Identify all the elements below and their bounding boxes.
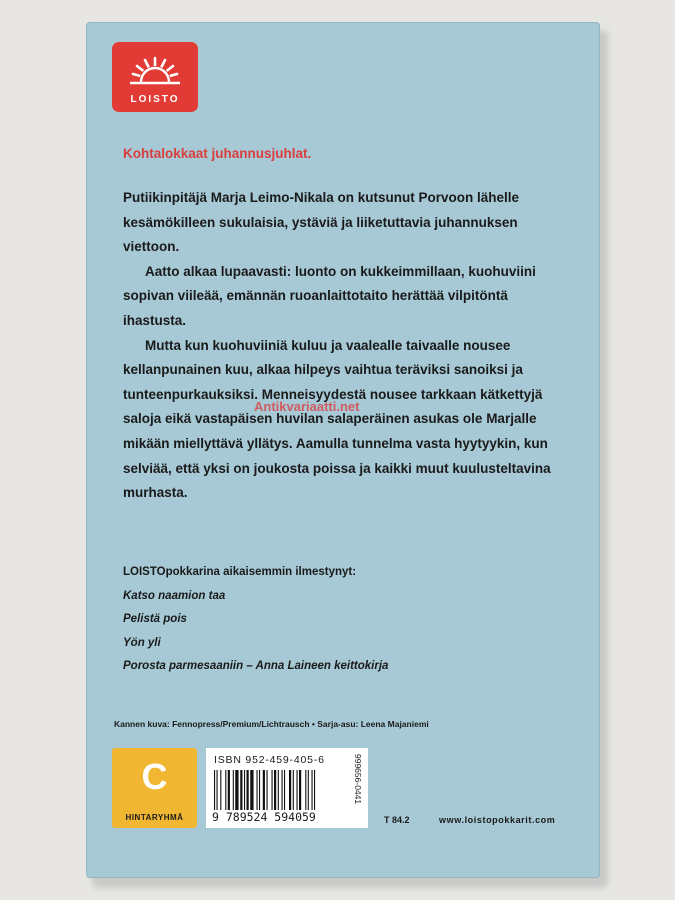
blurb-paragraph-2: Aatto alkaa lupaavasti: luonto on kukkeimmillaan, kuohuviini sopivan viileää, emännän ruoanlaittotaito herättää vilpitöntä ihastusta. <box>123 263 536 328</box>
series-title: Yön yli <box>123 636 161 649</box>
price-group-letter: C <box>141 756 168 797</box>
blurb-paragraph-3: Mutta kun kuohuviiniä kuluu ja vaalealle taivaalle nousee kellanpunainen kuu, alkaa hilpeys vaihtua teräviksi sanoiksi ja tunteenpurkauksiksi. Menneisyydestä nousee tarkkaan kätkettyjä saloja eikä vastapäisen huvilan salaperäinen asukas ole Marjalle mikään miellyttävä yllätys. Aamulla tunnelma vasta hyytyykin, kun selviää, että yksi on joukosta poissa ja kaikki muut kuulusteltavina murhasta. <box>123 337 551 501</box>
barcode-panel <box>206 748 368 828</box>
loisto-logo <box>112 42 198 112</box>
classification-code: T 84.2 <box>384 815 410 825</box>
headline: Kohtalokkaat juhannusjuhlat. <box>123 146 312 161</box>
series-title: Pelistä pois <box>123 613 187 625</box>
ean-addon-number: 999656-0441 <box>353 754 363 805</box>
cover-credits: Kannen kuva: Fennopress/Premium/Lichtrausch • Sarja-asu: Leena Majaniemi <box>114 719 429 729</box>
series-list <box>123 561 388 679</box>
watermark: Antikvariaatti.net <box>254 399 360 414</box>
series-title: Porosta parmesaaniin – Anna Laineen keittokirja <box>123 660 389 672</box>
ean-number: 9 789524 594059 <box>212 810 316 824</box>
isbn-text: ISBN 952-459-405-6 <box>214 754 325 766</box>
logo-text: LOISTO <box>130 94 180 105</box>
blurb <box>123 186 563 506</box>
barcode-icon <box>214 770 350 810</box>
price-group-label: HINTARYHMÄ <box>125 813 184 822</box>
website-link[interactable]: www.loistopokkarit.com <box>439 815 556 825</box>
price-group-badge <box>112 748 197 828</box>
series-heading: LOISTOpokkarina aikaisemmin ilmestynyt: <box>123 566 357 578</box>
series-title: Katso naamion taa <box>123 589 226 602</box>
blurb-paragraph-1: Putiikinpitäjä Marja Leimo-Nikala on kutsunut Porvoon lähelle kesämökilleen sukulaisia, ystäviä ja liiketuttavia juhannuksen viettoon. <box>123 190 520 255</box>
